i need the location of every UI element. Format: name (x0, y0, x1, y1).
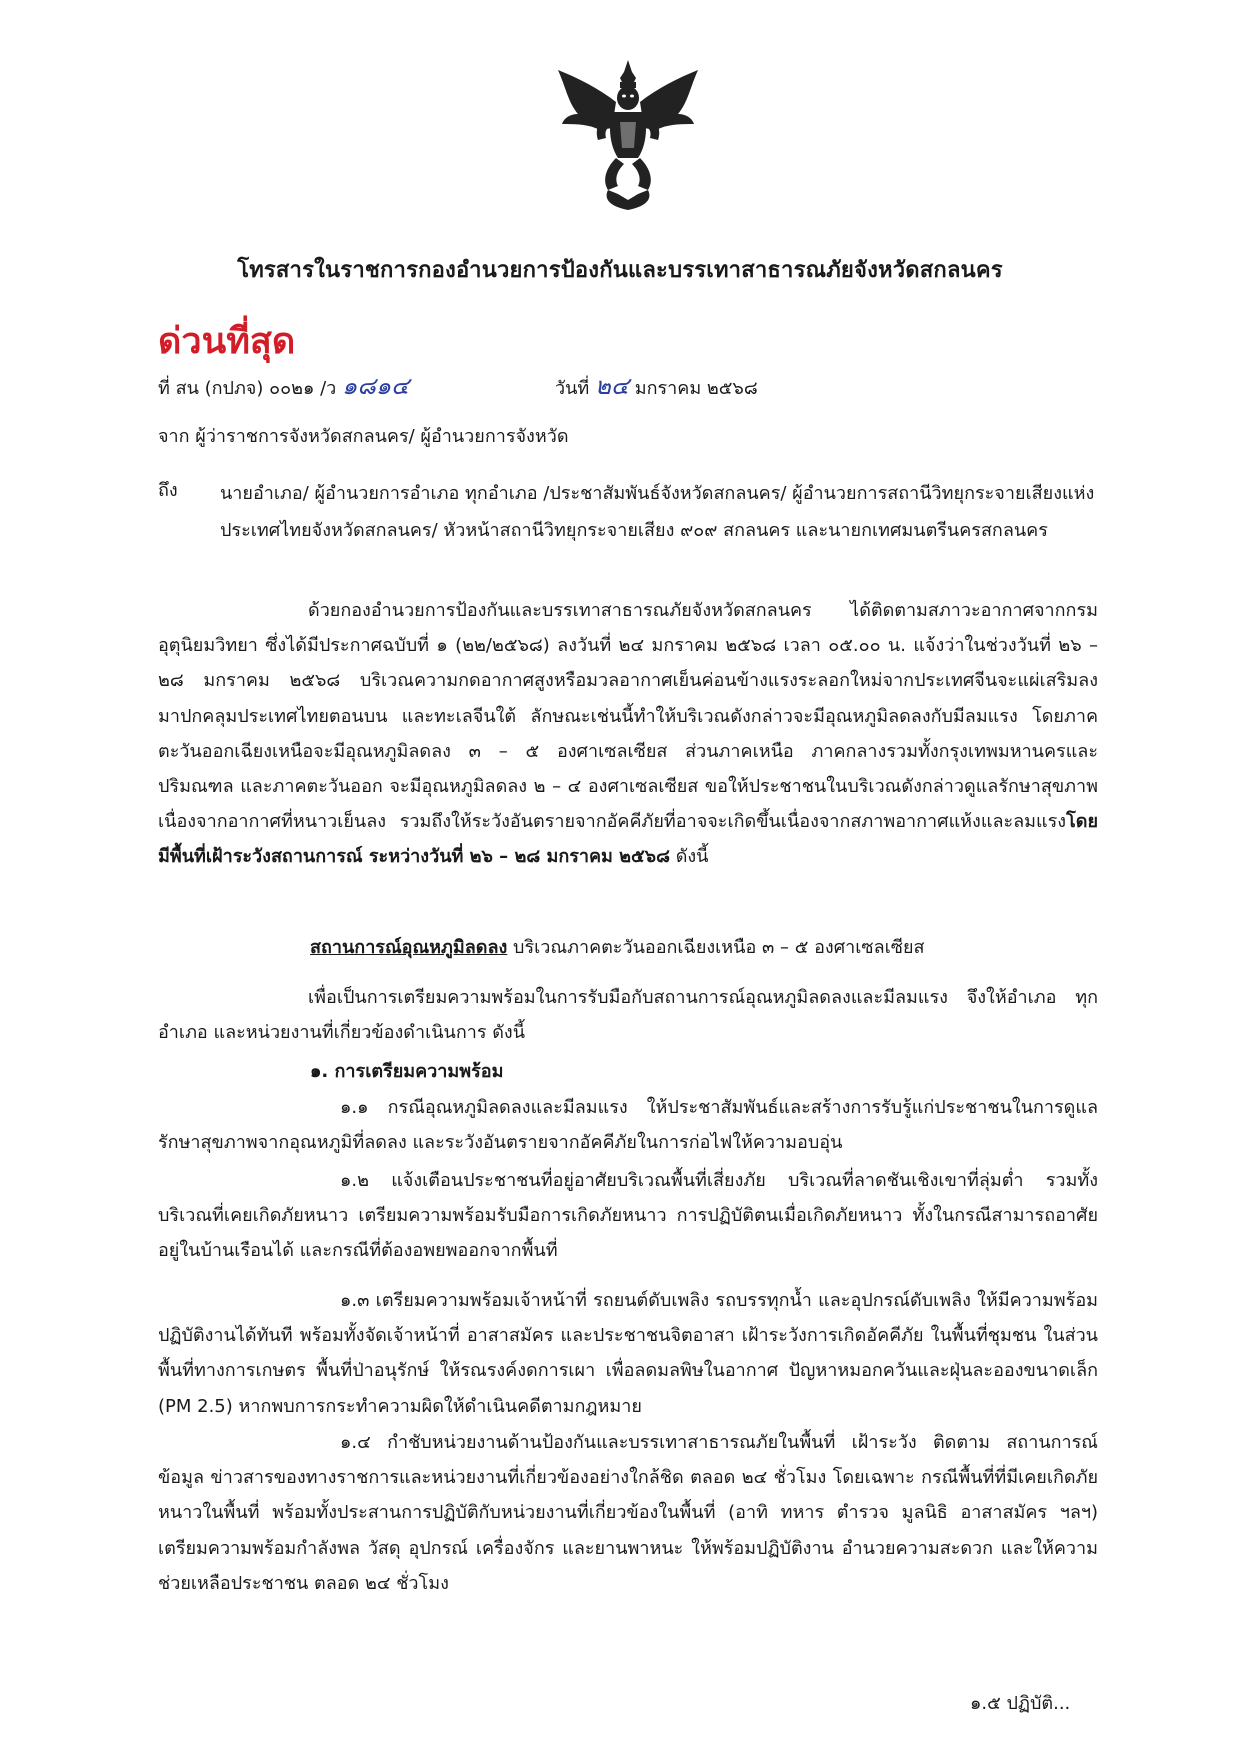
situation-line (310, 932, 925, 961)
continuation-marker: ๑.๕ ปฏิบัติ... (970, 1693, 1071, 1714)
reference-label: ที่ สน (กปภจ) ๐๐๒๑ /ว (158, 378, 337, 399)
recipients: นายอำเภอ/ ผู้อำนวยการอำเภอ ทุกอำเภอ /ประชาสัมพันธ์จังหวัดสกลนคร/ ผู้อำนวยการสถานีวิทยุกระจายเสียงแห่งประเทศไทยจังหวัดสกลนคร/ หัวหน้าสถานีวิทยุกระจายเสียง ๙๐๙ สกลนคร และนายกเทศมนตรีนครสกลนคร (220, 483, 1095, 541)
paragraph-weather-report (158, 593, 1098, 875)
paragraph-1-tail: ดังนี้ (669, 846, 709, 868)
situation-label: สถานการณ์อุณหภูมิลดลง (310, 937, 508, 958)
situation-text: บริเวณภาคตะวันออกเฉียงเหนือ ๓ – ๕ องศาเซลเซียส (507, 937, 925, 958)
handwritten-day: ๒๔ (595, 372, 629, 400)
reference-number (158, 366, 409, 405)
paragraph-preparedness: เพื่อเป็นการเตรียมความพร้อมในการรับมือกับสถานการณ์อุณหภูมิลดลงและมีลมแรง จึงให้อำเภอ ทุกอำเภอ และหน่วยงานที่เกี่ยวข้องดำเนินการ ดังนี้ (158, 987, 1098, 1044)
item-1-4: ๑.๔ กำชับหน่วยงานด้านป้องกันและบรรเทาสาธารณภัยในพื้นที่ เฝ้าระวัง ติดตาม สถานการณ์ข้อมูล ข่าวสารของทางราชการและหน่วยงานที่เกี่ยวข้องอย่างใกล้ชิด ตลอด ๒๔ ชั่วโมง โดยเฉพาะ กรณีพื้นที่ที่มีเคยเกิดภัยหนาวในพื้นที่ พร้อมทั้งประสานการปฏิบัติกับหน่วยงานที่เกี่ยวข้องในพื้นที่ (อาทิ ทหาร ตำรวจ มูลนิธิ อาสาสมัคร ฯลฯ) เตรียมความพร้อมกำลังพล วัสดุ อุปกรณ์ เครื่องจักร และยานพาหนะ ให้พร้อมปฏิบัติงาน อำนวยความสะดวก และให้ความช่วยเหลือประชาชน ตลอด ๒๔ ชั่วโมง (158, 1432, 1098, 1594)
section-heading-preparedness: ๑. การเตรียมความพร้อม (310, 1061, 504, 1082)
urgency-label: ด่วนที่สุด (158, 321, 296, 362)
to-label: ถึง (158, 480, 178, 501)
item-1-3: ๑.๓ เตรียมความพร้อมเจ้าหน้าที่ รถยนต์ดับเพลิง รถบรรทุกน้ำ และอุปกรณ์ดับเพลิง ให้มีความพร้อมปฏิบัติงานได้ทันที พร้อมทั้งจัดเจ้าหน้าที่ อาสาสมัคร และประชาชนจิตอาสา เฝ้าระวังการเกิดอัคคีภัย ในพื้นที่ชุมชน ในส่วนพื้นที่ทางการเกษตร พื้นที่ป่าอนุรักษ์ ให้รณรงค์งดการเผา เพื่อลดมลพิษในอากาศ ปัญหาหมอกควันและฝุ่นละอองขนาดเล็ก (PM 2.5) หากพบการกระทำความผิดให้ดำเนินคดีตามกฎหมาย (158, 1290, 1098, 1417)
paragraph-1-bold: โดยมีพื้นที่เฝ้าระวังสถานการณ์ ระหว่างวันที่ ๒๖ – ๒๘ มกราคม ๒๕๖๘ (158, 811, 1098, 868)
from-line: จาก ผู้ว่าราชการจังหวัดสกลนคร/ ผู้อำนวยการจังหวัด (158, 426, 569, 447)
item-1-2: ๑.๒ แจ้งเตือนประชาชนที่อยู่อาศัยบริเวณพื้นที่เสี่ยงภัย บริเวณที่ลาดชันเชิงเขาที่ลุ่มต่ำ รวมทั้งบริเวณที่เคยเกิดภัยหนาว เตรียมความพร้อมรับมือการเกิดภัยหนาว การปฏิบัติตนเมื่อเกิดภัยหนาว ทั้งในกรณีสามารถอาศัยอยู่ในบ้านเรือนได้ และกรณีที่ต้องอพยพออกจากพื้นที่ (158, 1170, 1098, 1262)
garuda-emblem-icon (548, 58, 708, 218)
document-date (555, 366, 758, 405)
letterhead-title: โทรสารในราชการกองอำนวยการป้องกันและบรรเทาสาธารณภัยจังหวัดสกลนคร (237, 258, 1003, 283)
handwritten-document-number: ๑๘๑๔ (342, 372, 410, 400)
paragraph-1-text: ด้วยกองอำนวยการป้องกันและบรรเทาสาธารณภัยจังหวัดสกลนคร ได้ติดตามสภาวะอากาศจากกรมอุตุนิยมวิทยา ซึ่งได้มีประกาศฉบับที่ ๑ (๒๒/๒๕๖๘) ลงวันที่ ๒๔ มกราคม ๒๕๖๘ เวลา ๐๕.๐๐ น. แจ้งว่าในช่วงวันที่ ๒๖ – ๒๘ มกราคม ๒๕๖๘ บริเวณความกดอากาศสูงหรือมวลอากาศเย็นค่อนข้างแรงระลอกใหม่จากประเทศจีนจะแผ่เสริมลงมาปกคลุมประเทศไทยตอนบน และทะเลจีนใต้ ลักษณะเช่นนี้ทำให้บริเวณดังกล่าวจะมีอุณหภูมิลดลงกับมีลมแรง โดยภาคตะวันออกเฉียงเหนือจะมีอุณหภูมิลดลง ๓ – ๕ องศาเซลเซียส ส่วนภาคเหนือ ภาคกลางรวมทั้งกรุงเทพมหานครและปริมณฑล และภาคตะวันออก จะมีอุณหภูมิลดลง ๒ – ๔ องศาเซลเซียส ขอให้ประชาชนในบริเวณดังกล่าวดูแลรักษาสุขภาพเนื่องจากอากาศที่หนาวเย็นลง รวมถึงให้ระวังอันตรายจากอัคคีภัยที่อาจจะเกิดขึ้นเนื่องจากสภาพอากาศแห้งและลมแรง (158, 600, 1099, 833)
date-month-year: มกราคม ๒๕๖๘ (634, 378, 758, 399)
item-1-1: ๑.๑ กรณีอุณหภูมิลดลงและมีลมแรง ให้ประชาสัมพันธ์และสร้างการรับรู้แก่ประชาชนในการดูแลรักษาสุขภาพจากอุณหภูมิที่ลดลง และระวังอันตรายจากอัคคีภัยในการก่อไฟให้ความอบอุ่น (158, 1097, 1098, 1154)
date-label: วันที่ (555, 378, 590, 399)
